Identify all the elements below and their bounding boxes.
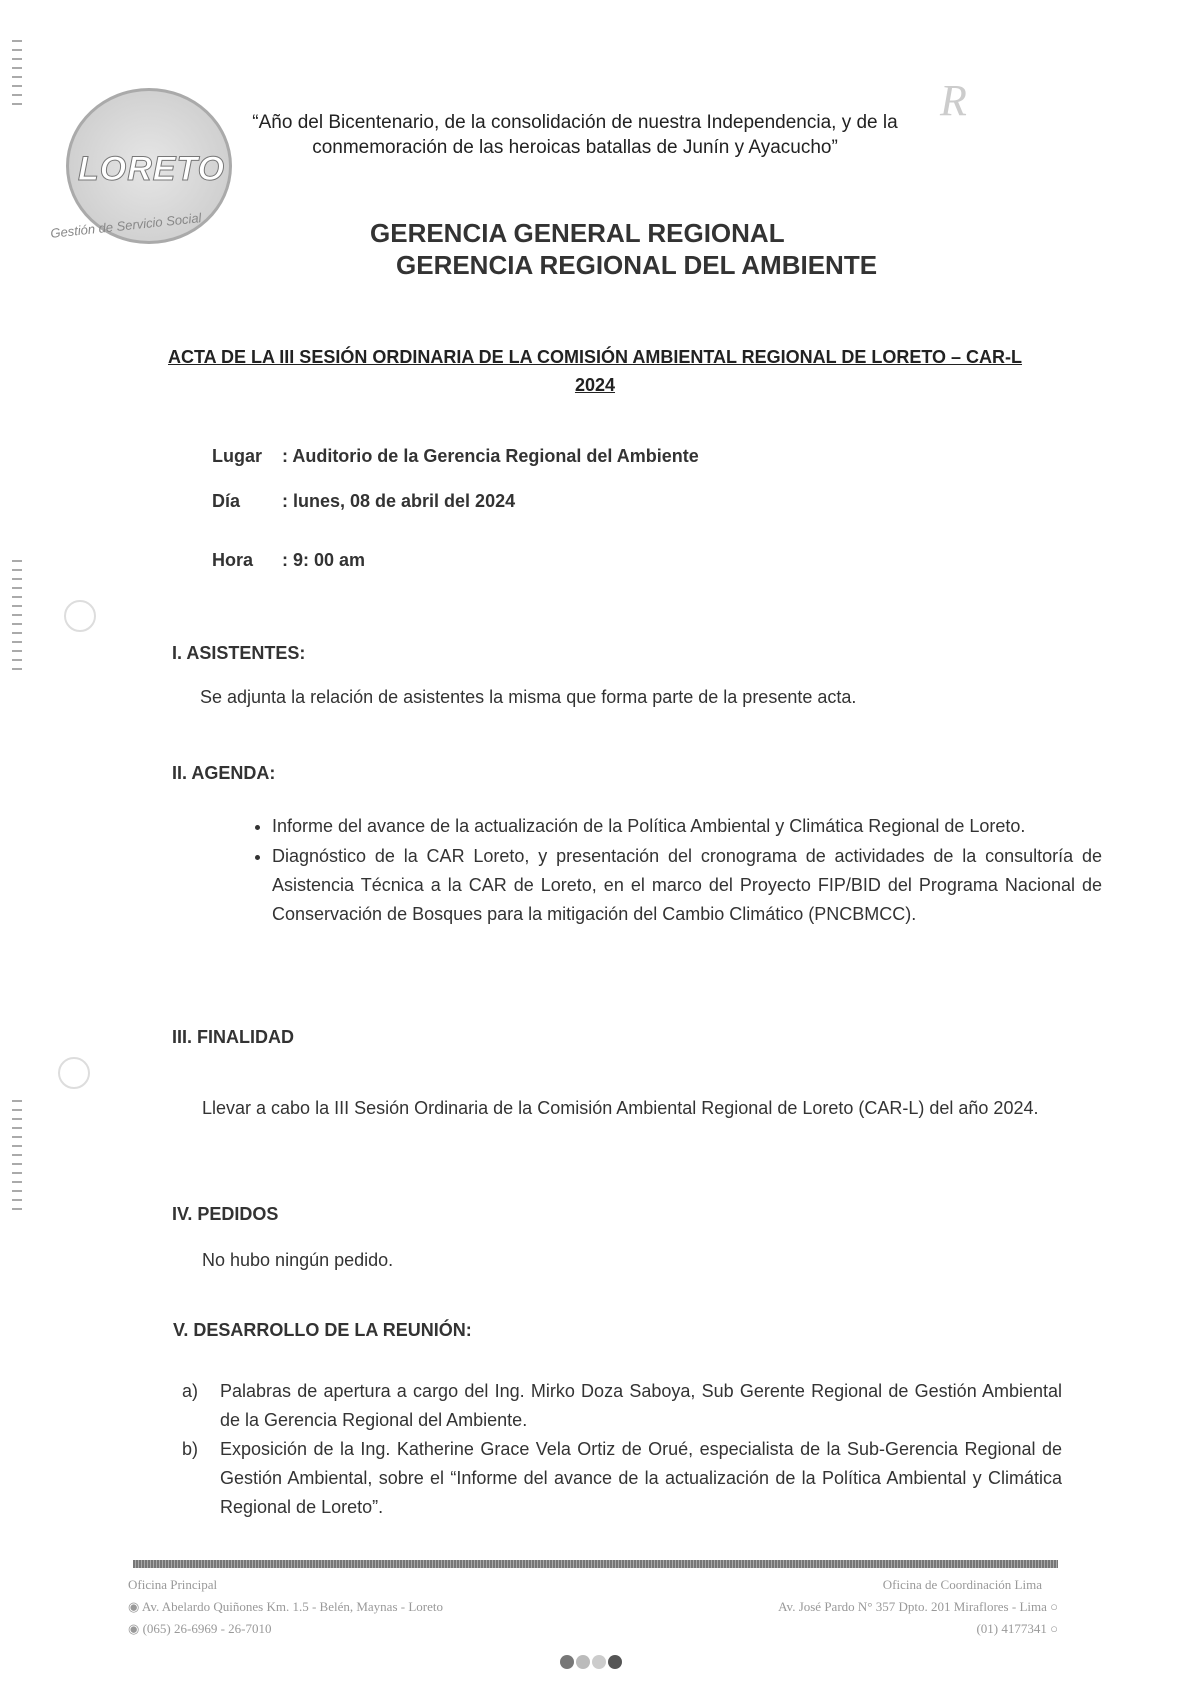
title-line-2: 2024 xyxy=(574,375,616,395)
finalidad-text: Llevar a cabo la III Sesión Ordinaria de la Comisión Ambiental Regional de Loreto (CAR-L) del año 2024. xyxy=(202,1098,1039,1118)
bleed-through-signature: R xyxy=(940,76,967,125)
detail-dia xyxy=(212,491,515,512)
item-marker: a) xyxy=(182,1381,199,1401)
footer-right-address xyxy=(778,1599,1058,1615)
phone-icon: ○ xyxy=(1046,1621,1058,1636)
detail-label: Hora xyxy=(212,550,254,570)
desarrollo-list xyxy=(182,1377,1062,1522)
pedidos-text: No hubo ningún pedido. xyxy=(202,1250,394,1270)
section-heading-asistentes: I. ASISTENTES: xyxy=(172,643,306,663)
footer-right-title: Oficina de Coordinación Lima xyxy=(882,1577,1042,1592)
detail-value: : Auditorio de la Gerencia Regional del Ambiente xyxy=(282,446,699,466)
scan-margin-marks xyxy=(12,1100,22,1210)
detail-lugar xyxy=(212,446,699,467)
punch-hole-mark xyxy=(58,1057,90,1089)
facebook-icon xyxy=(560,1655,574,1669)
document-title xyxy=(150,343,1040,399)
location-icon: ◉ xyxy=(128,1599,142,1614)
footer-left-title: Oficina Principal xyxy=(128,1577,218,1592)
logo-text: LORETO xyxy=(78,150,226,188)
detail-label: Lugar xyxy=(212,446,263,466)
desarrollo-item xyxy=(182,1377,1062,1435)
phone-text: (01) 4177341 xyxy=(976,1621,1047,1636)
year-motto: “Año del Bicentenario, de la consolidación de nuestra Independencia, y de la conmemoración de las heroicas batallas de Junín y Ayacucho” xyxy=(252,112,898,158)
address-text: Av. Abelardo Quiñones Km. 1.5 - Belén, Maynas - Loreto xyxy=(141,1599,443,1614)
section-heading-agenda: II. AGENDA: xyxy=(172,763,276,783)
phone-icon: ◉ xyxy=(128,1621,143,1636)
office-title-2: GERENCIA REGIONAL DEL AMBIENTE xyxy=(396,250,878,280)
footer-right-phone xyxy=(976,1621,1058,1637)
detail-value: : 9: 00 am xyxy=(282,550,366,570)
footer-left-phone xyxy=(128,1621,272,1637)
scan-margin-marks xyxy=(12,40,22,110)
web-icon xyxy=(592,1655,606,1669)
detail-value: : lunes, 08 de abril del 2024 xyxy=(282,491,516,511)
footer-rule xyxy=(133,1560,1058,1568)
logo-slogan: Gestión de Servicio Social xyxy=(49,210,203,241)
punch-hole-mark xyxy=(64,600,96,632)
youtube-icon xyxy=(608,1655,622,1669)
detail-hora xyxy=(212,550,365,571)
item-text: Palabras de apertura a cargo del Ing. Mirko Doza Saboya, Sub Gerente Regional de Gestión Ambiental de la Gerencia Regional del Ambiente. xyxy=(220,1381,1062,1430)
phone-text: (065) 26-6969 - 26-7010 xyxy=(142,1621,272,1636)
office-title-1: GERENCIA GENERAL REGIONAL xyxy=(370,218,785,248)
desarrollo-item xyxy=(182,1435,1062,1522)
agenda-item: • Informe del avance de la actualización de la Política Ambiental y Climática Regional de Loreto. xyxy=(272,812,1102,841)
asistentes-text: Se adjunta la relación de asistentes la misma que forma parte de la presente acta. xyxy=(200,687,857,707)
title-line-1: ACTA DE LA III SESIÓN ORDINARIA DE LA COMISIÓN AMBIENTAL REGIONAL DE LORETO – CAR-L xyxy=(167,347,1023,367)
item-marker: b) xyxy=(182,1439,199,1459)
footer-left-address xyxy=(128,1599,443,1615)
detail-label: Día xyxy=(212,491,241,511)
section-heading-finalidad: III. FINALIDAD xyxy=(172,1027,294,1047)
section-heading-pedidos: IV. PEDIDOS xyxy=(172,1204,279,1224)
agenda-list xyxy=(230,812,1102,930)
location-icon: ○ xyxy=(1046,1599,1058,1614)
agenda-item: • Diagnóstico de la CAR Loreto, y presentación del cronograma de actividades de la consultoría de Asistencia Técnica a la CAR de Loreto, en el marco del Proyecto FIP/BID del Programa Nacional de Conservación de Bosques para la mitigación del Cambio Climático (PNCBMCC). xyxy=(272,842,1102,929)
item-text: Exposición de la Ing. Katherine Grace Vela Ortiz de Orué, especialista de la Sub-Gerencia Regional de Gestión Ambiental, sobre el “Informe del avance de la actualización de la Política Ambiental y Climática Regional de Loreto”. xyxy=(220,1439,1062,1517)
instagram-icon xyxy=(576,1655,590,1669)
address-text: Av. José Pardo N° 357 Dpto. 201 Miraflores - Lima xyxy=(778,1599,1047,1614)
section-heading-desarrollo: V. DESARROLLO DE LA REUNIÓN: xyxy=(173,1320,472,1340)
scan-margin-marks xyxy=(12,560,22,670)
